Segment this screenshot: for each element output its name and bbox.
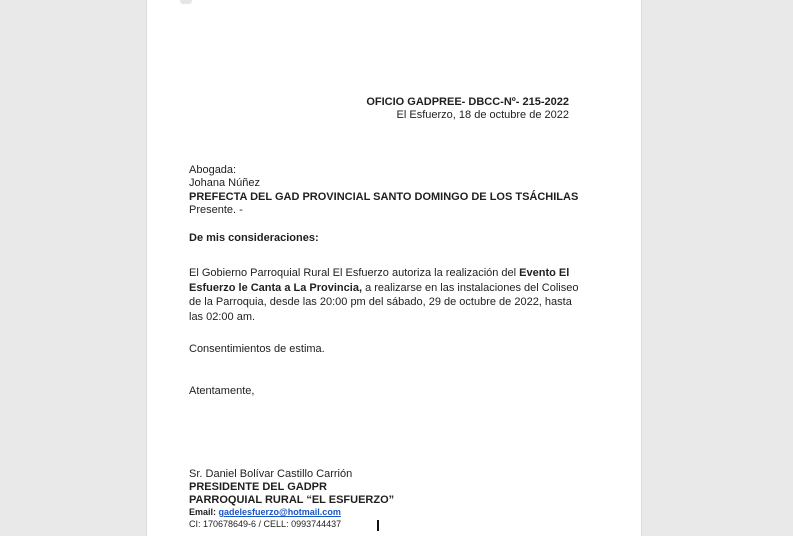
letter-header	[366, 96, 569, 122]
greeting-line: De mis consideraciones:	[189, 232, 319, 244]
recipient-honorific: Abogada:	[189, 164, 237, 176]
signer-title-line2: PARROQUIAL RURAL “EL ESFUERZO”	[189, 494, 395, 506]
body-paragraph: El Gobierno Parroquial Rural El Esfuerzo autoriza la realización del Evento El Esfuerzo le Canta a La Provincia, a realizarse en las instalaciones del Coliseo de la Parroquia, desde las 20:00 pm del sábado, 29 de octubre de 2022, hasta las 02:00 am.	[189, 267, 579, 323]
signer-title-line1: PRESIDENTE DEL GADPR	[189, 481, 327, 493]
email-link[interactable]: gadelesfuerzo@hotmail.com	[218, 507, 341, 517]
recipient-name: Johana Núñez	[189, 177, 260, 190]
recipient-block	[189, 164, 578, 218]
courtesy-close-line: Consentimientos de estima.	[189, 343, 325, 355]
signature-block	[189, 468, 394, 531]
recipient-role: PREFECTA DEL GAD PROVINCIAL SANTO DOMINGO DE LOS TSÁCHILAS	[189, 190, 579, 203]
farewell-line: Atentamente,	[189, 385, 255, 397]
signer-id-cell-line: CI: 170678649-6 / CELL: 0993744437	[189, 518, 342, 529]
signer-name: Sr. Daniel Bolívar Castillo Carrión	[189, 468, 353, 480]
page-top-artifact	[180, 0, 192, 4]
recipient-presente: Presente. -	[189, 204, 243, 217]
signer-email-line	[189, 507, 394, 519]
reference-number: OFICIO GADPREE- DBCC-Nº- 215-2022	[366, 96, 569, 108]
email-label: Email:	[189, 507, 219, 517]
place-date-line: El Esfuerzo, 18 de octubre de 2022	[396, 109, 569, 122]
text-cursor	[377, 520, 379, 531]
document-page[interactable]	[146, 0, 642, 536]
